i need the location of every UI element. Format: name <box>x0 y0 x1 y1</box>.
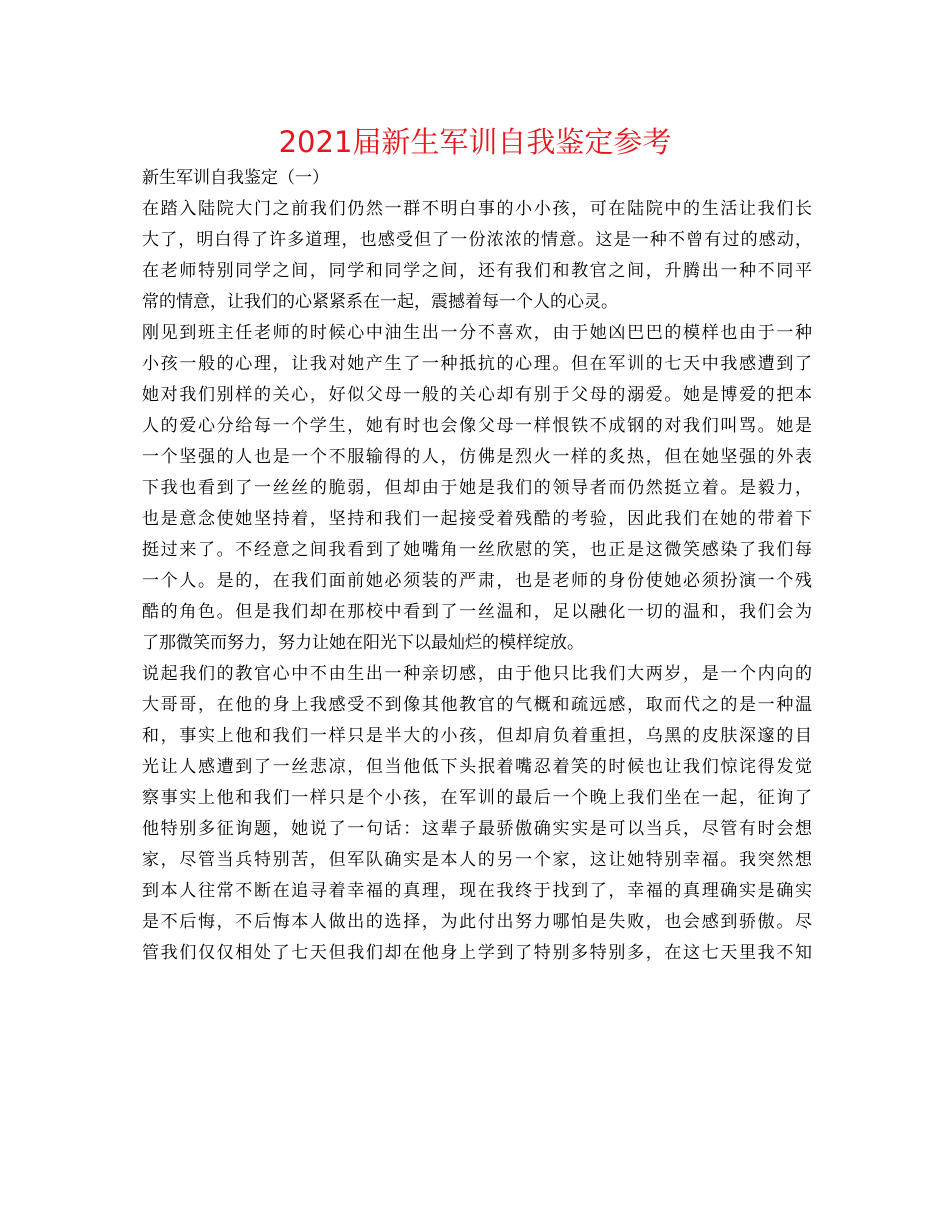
text-line: 常的情意，让我们的心紧紧系在一起，震撼着每一个人的心灵。 <box>142 292 618 312</box>
text-line: 了那微笑而努力，努力让她在阳光下以最灿烂的模样绽放。 <box>142 633 584 653</box>
text-line: 和，事实上他和我们一样只是半大的小孩，但却肩负着重担，乌黑的皮肤深邃的目 <box>142 726 812 746</box>
text-line: 刚见到班主任老师的时候心中油生出一分不喜欢，由于她凶巴巴的模样也由于一种 <box>142 323 812 343</box>
text-line: 一个坚强的人也是一个不服输得的人，仿佛是烈火一样的炙热，但在她坚强的外表 <box>142 447 812 467</box>
document-title: 2021届新生军训自我鉴定参考 <box>278 125 672 159</box>
text-line: 光让人感遭到了一丝悲凉，但当他低下头抿着嘴忍着笑的时候也让我们惊诧得发觉 <box>142 757 812 777</box>
text-line: 下我也看到了一丝丝的脆弱，但却由于她是我们的领导者而仍然挺立着。是毅力， <box>142 478 812 498</box>
text-line: 在踏入陆院大门之前我们仍然一群不明白事的小小孩，可在陆院中的生活让我们长 <box>142 199 812 219</box>
text-line: 也是意念使她坚持着，坚持和我们一起接受着残酷的考验，因此我们在她的带着下 <box>142 509 812 529</box>
text-line: 一个人。是的，在我们面前她必须装的严肃，也是老师的身份使她必须扮演一个残 <box>142 571 812 591</box>
text-line: 人的爱心分给每一个学生，她有时也会像父母一样恨铁不成钢的对我们叫骂。她是 <box>142 416 812 436</box>
text-line: 挺过来了。不经意之间我看到了她嘴角一丝欣慰的笑，也正是这微笑感染了我们每 <box>142 540 812 560</box>
text-line: 说起我们的教官心中不由生出一种亲切感，由于他只比我们大两岁，是一个内向的 <box>142 664 812 684</box>
text-line: 大了，明白得了许多道理，也感受但了一份浓浓的情意。这是一种不曾有过的感动， <box>142 230 812 250</box>
text-line: 大哥哥，在他的身上我感受不到像其他教官的气概和疏远感，取而代之的是一种温 <box>142 695 812 715</box>
document-body <box>142 163 812 969</box>
text-line: 察事实上他和我们一样只是个小孩，在军训的最后一个晚上我们坐在一起，征询了 <box>142 788 812 808</box>
text-line: 管我们仅仅相处了七天但我们却在他身上学到了特别多特别多，在这七天里我不知 <box>142 943 812 963</box>
text-line: 她对我们别样的关心，好似父母一般的关心却有别于父母的溺爱。她是博爱的把本 <box>142 385 812 405</box>
text-line: 是不后悔，不后悔本人做出的选择，为此付出努力哪怕是失败，也会感到骄傲。尽 <box>142 912 812 932</box>
text-line: 家，尽管当兵特别苦，但军队确实是本人的另一个家，这让她特别幸福。我突然想 <box>142 850 812 870</box>
text-line: 在老师特别同学之间，同学和同学之间，还有我们和教官之间，升腾出一种不同平 <box>142 261 812 281</box>
text-line: 酷的角色。但是我们却在那校中看到了一丝温和，足以融化一切的温和，我们会为 <box>142 602 812 622</box>
text-line: 到本人往常不断在追寻着幸福的真理，现在我终于找到了，幸福的真理确实是确实 <box>142 881 812 901</box>
text-line: 小孩一般的心理，让我对她产生了一种抵抗的心理。但在军训的七天中我感遭到了 <box>142 354 812 374</box>
section-heading: 新生军训自我鉴定（一） <box>142 168 329 188</box>
text-line: 他特别多征询题，她说了一句话：这辈子最骄傲确实实是可以当兵，尽管有时会想 <box>142 819 812 839</box>
